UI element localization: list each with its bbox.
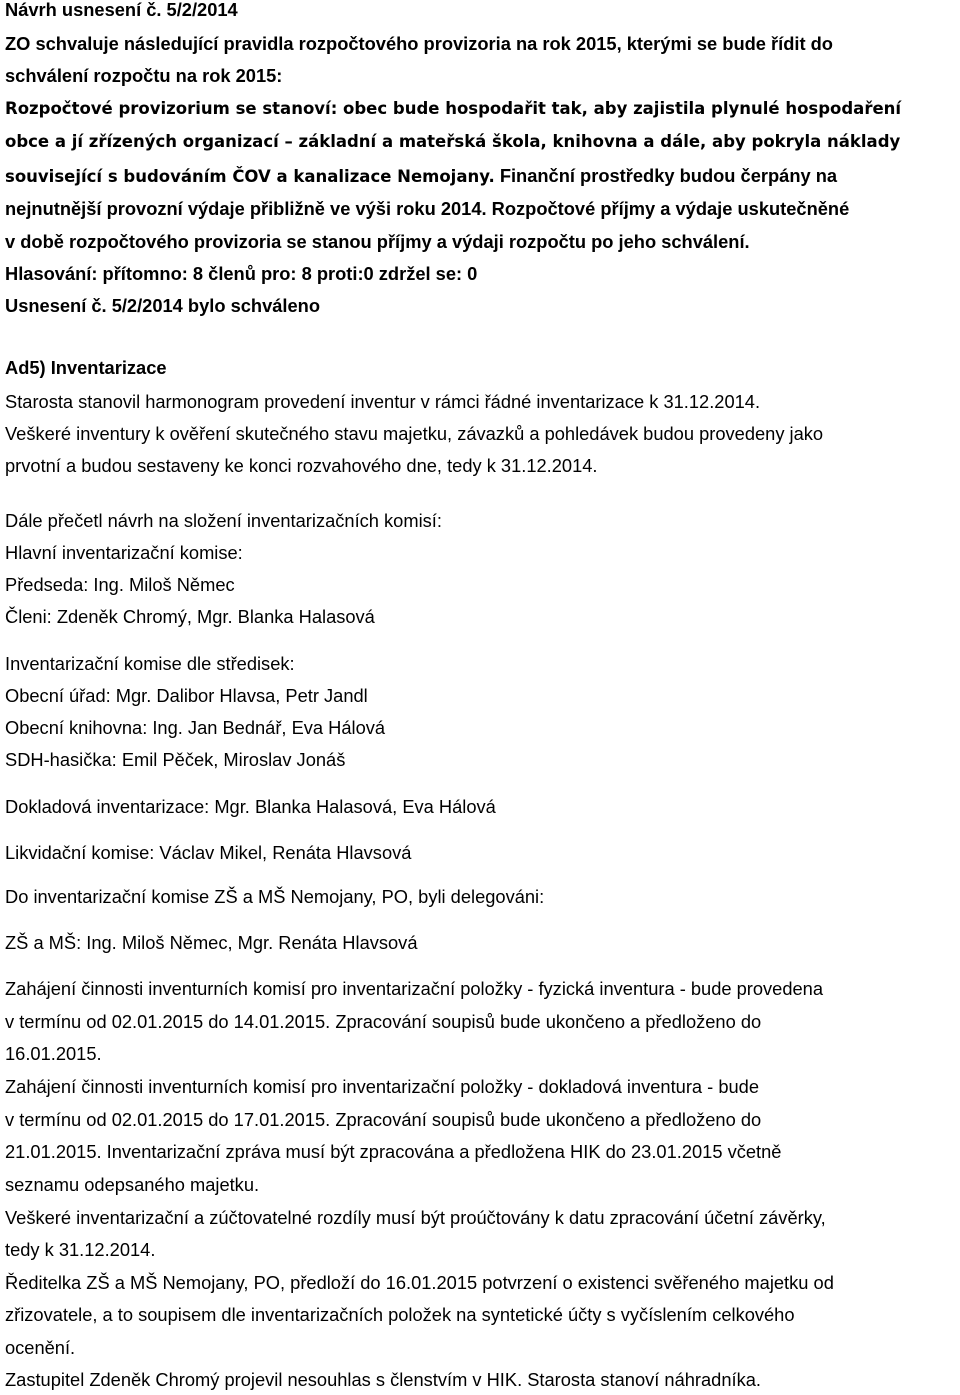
rule-text-line: nejnutnější provozní výdaje přibližně ve výši roku 2014. Rozpočtové příjmy a výdaje uskutečněné [5,198,850,219]
rule-text-segment: související s budováním ČOV a kanalizace Nemojany. [5,167,495,186]
draft-resolution-title: Návrh usnesení č. 5/2/2014 [5,0,238,20]
centre-committee: SDH-hasička: Emil Pěček, Miroslav Jonáš [5,749,346,770]
disposal-committee: Likvidační komise: Václav Mikel, Renáta Hlavsová [5,842,412,863]
school-delegation: Do inventarizační komise ZŠ a MŠ Nemojany, PO, byli delegováni: [5,886,545,907]
rule-text-line: obce a jí zřízených organizací – základní a mateřská škola, knihovna a dále, aby pokryla náklady [5,132,901,151]
resolution-intro-line: ZO schvaluje následující pravidla rozpočtového provizoria na rok 2015, kterými se bude řídit do [5,33,833,54]
document-inventory-committee: Dokladová inventarizace: Mgr. Blanka Halasová, Eva Hálová [5,796,496,817]
physical-inventory-line: v termínu od 02.01.2015 do 14.01.2015. Zpracování soupisů bude ukončeno a předloženo do [5,1011,762,1032]
paragraph-line: Veškeré inventury k ověření skutečného stavu majetku, závazků a pohledávek budou provedeny jako [5,423,824,444]
differences-line: Veškeré inventarizační a zúčtovatelné rozdíly musí být proúčtovány k datu zpracování účetní závěrky, [5,1207,826,1228]
document-inventory-line: seznamu odepsaného majetku. [5,1174,260,1195]
rule-text-segment: Finanční prostředky budou čerpány na [494,165,838,186]
school-members: ZŠ a MŠ: Ing. Miloš Němec, Mgr. Renáta Hlavsová [5,932,418,953]
physical-inventory-line: Zahájení činnosti inventurních komisí pro inventarizační položky - fyzická inventura - bude provedena [5,978,824,999]
document-inventory-line: 21.01.2015. Inventarizační zpráva musí být zpracována a předložena HIK do 23.01.2015 včetně [5,1141,782,1162]
centres-heading: Inventarizační komise dle středisek: [5,653,295,674]
centre-committee: Obecní knihovna: Ing. Jan Bednář, Eva Hálová [5,717,386,738]
physical-inventory-line: 16.01.2015. [5,1043,102,1064]
centre-committee: Obecní úřad: Mgr. Dalibor Hlavsa, Petr Jandl [5,685,368,706]
document-inventory-line: v termínu od 02.01.2015 do 17.01.2015. Zpracování soupisů bude ukončeno a předloženo do [5,1109,762,1130]
final-note: Zastupitel Zdeněk Chromý projevil nesouhlas s členstvím v HIK. Starosta stanoví náhradníka. [5,1369,761,1390]
rule-text-line [5,164,837,189]
director-line: Ředitelka ZŠ a MŠ Nemojany, PO, předloží do 16.01.2015 potvrzení o existenci svěřeného majetku od [5,1272,834,1293]
vote-result: Hlasování: přítomno: 8 členů pro: 8 proti:0 zdržel se: 0 [5,263,478,284]
committee-members: Členi: Zdeněk Chromý, Mgr. Blanka Halasová [5,606,375,627]
differences-line: tedy k 31.12.2014. [5,1239,156,1260]
section-heading: Ad5) Inventarizace [5,357,167,378]
committee-chair: Předseda: Ing. Miloš Němec [5,574,235,595]
paragraph-line: prvotní a budou sestaveny ke konci rozvahového dne, tedy k 31.12.2014. [5,455,598,476]
committee-intro: Dále přečetl návrh na složení inventarizačních komisí: [5,510,442,531]
director-line: ocenění. [5,1337,76,1358]
main-committee-label: Hlavní inventarizační komise: [5,542,243,563]
director-line: zřizovatele, a to soupisem dle inventarizačních položek na syntetické účty s vyčíslením celkového [5,1304,795,1325]
rule-text-line: v době rozpočtového provizoria se stanou příjmy a výdaji rozpočtu po jeho schválení. [5,231,750,252]
resolution-intro-line: schválení rozpočtu na rok 2015: [5,65,283,86]
rule-text-line: Rozpočtové provizorium se stanoví: obec bude hospodařit tak, aby zajistila plynulé hospodaření [5,99,902,118]
paragraph-line: Starosta stanovil harmonogram provedení inventur v rámci řádné inventarizace k 31.12.2014. [5,391,761,412]
resolution-approved: Usnesení č. 5/2/2014 bylo schváleno [5,295,321,316]
document-inventory-line: Zahájení činnosti inventurních komisí pro inventarizační položky - dokladová inventura - bude [5,1076,760,1097]
